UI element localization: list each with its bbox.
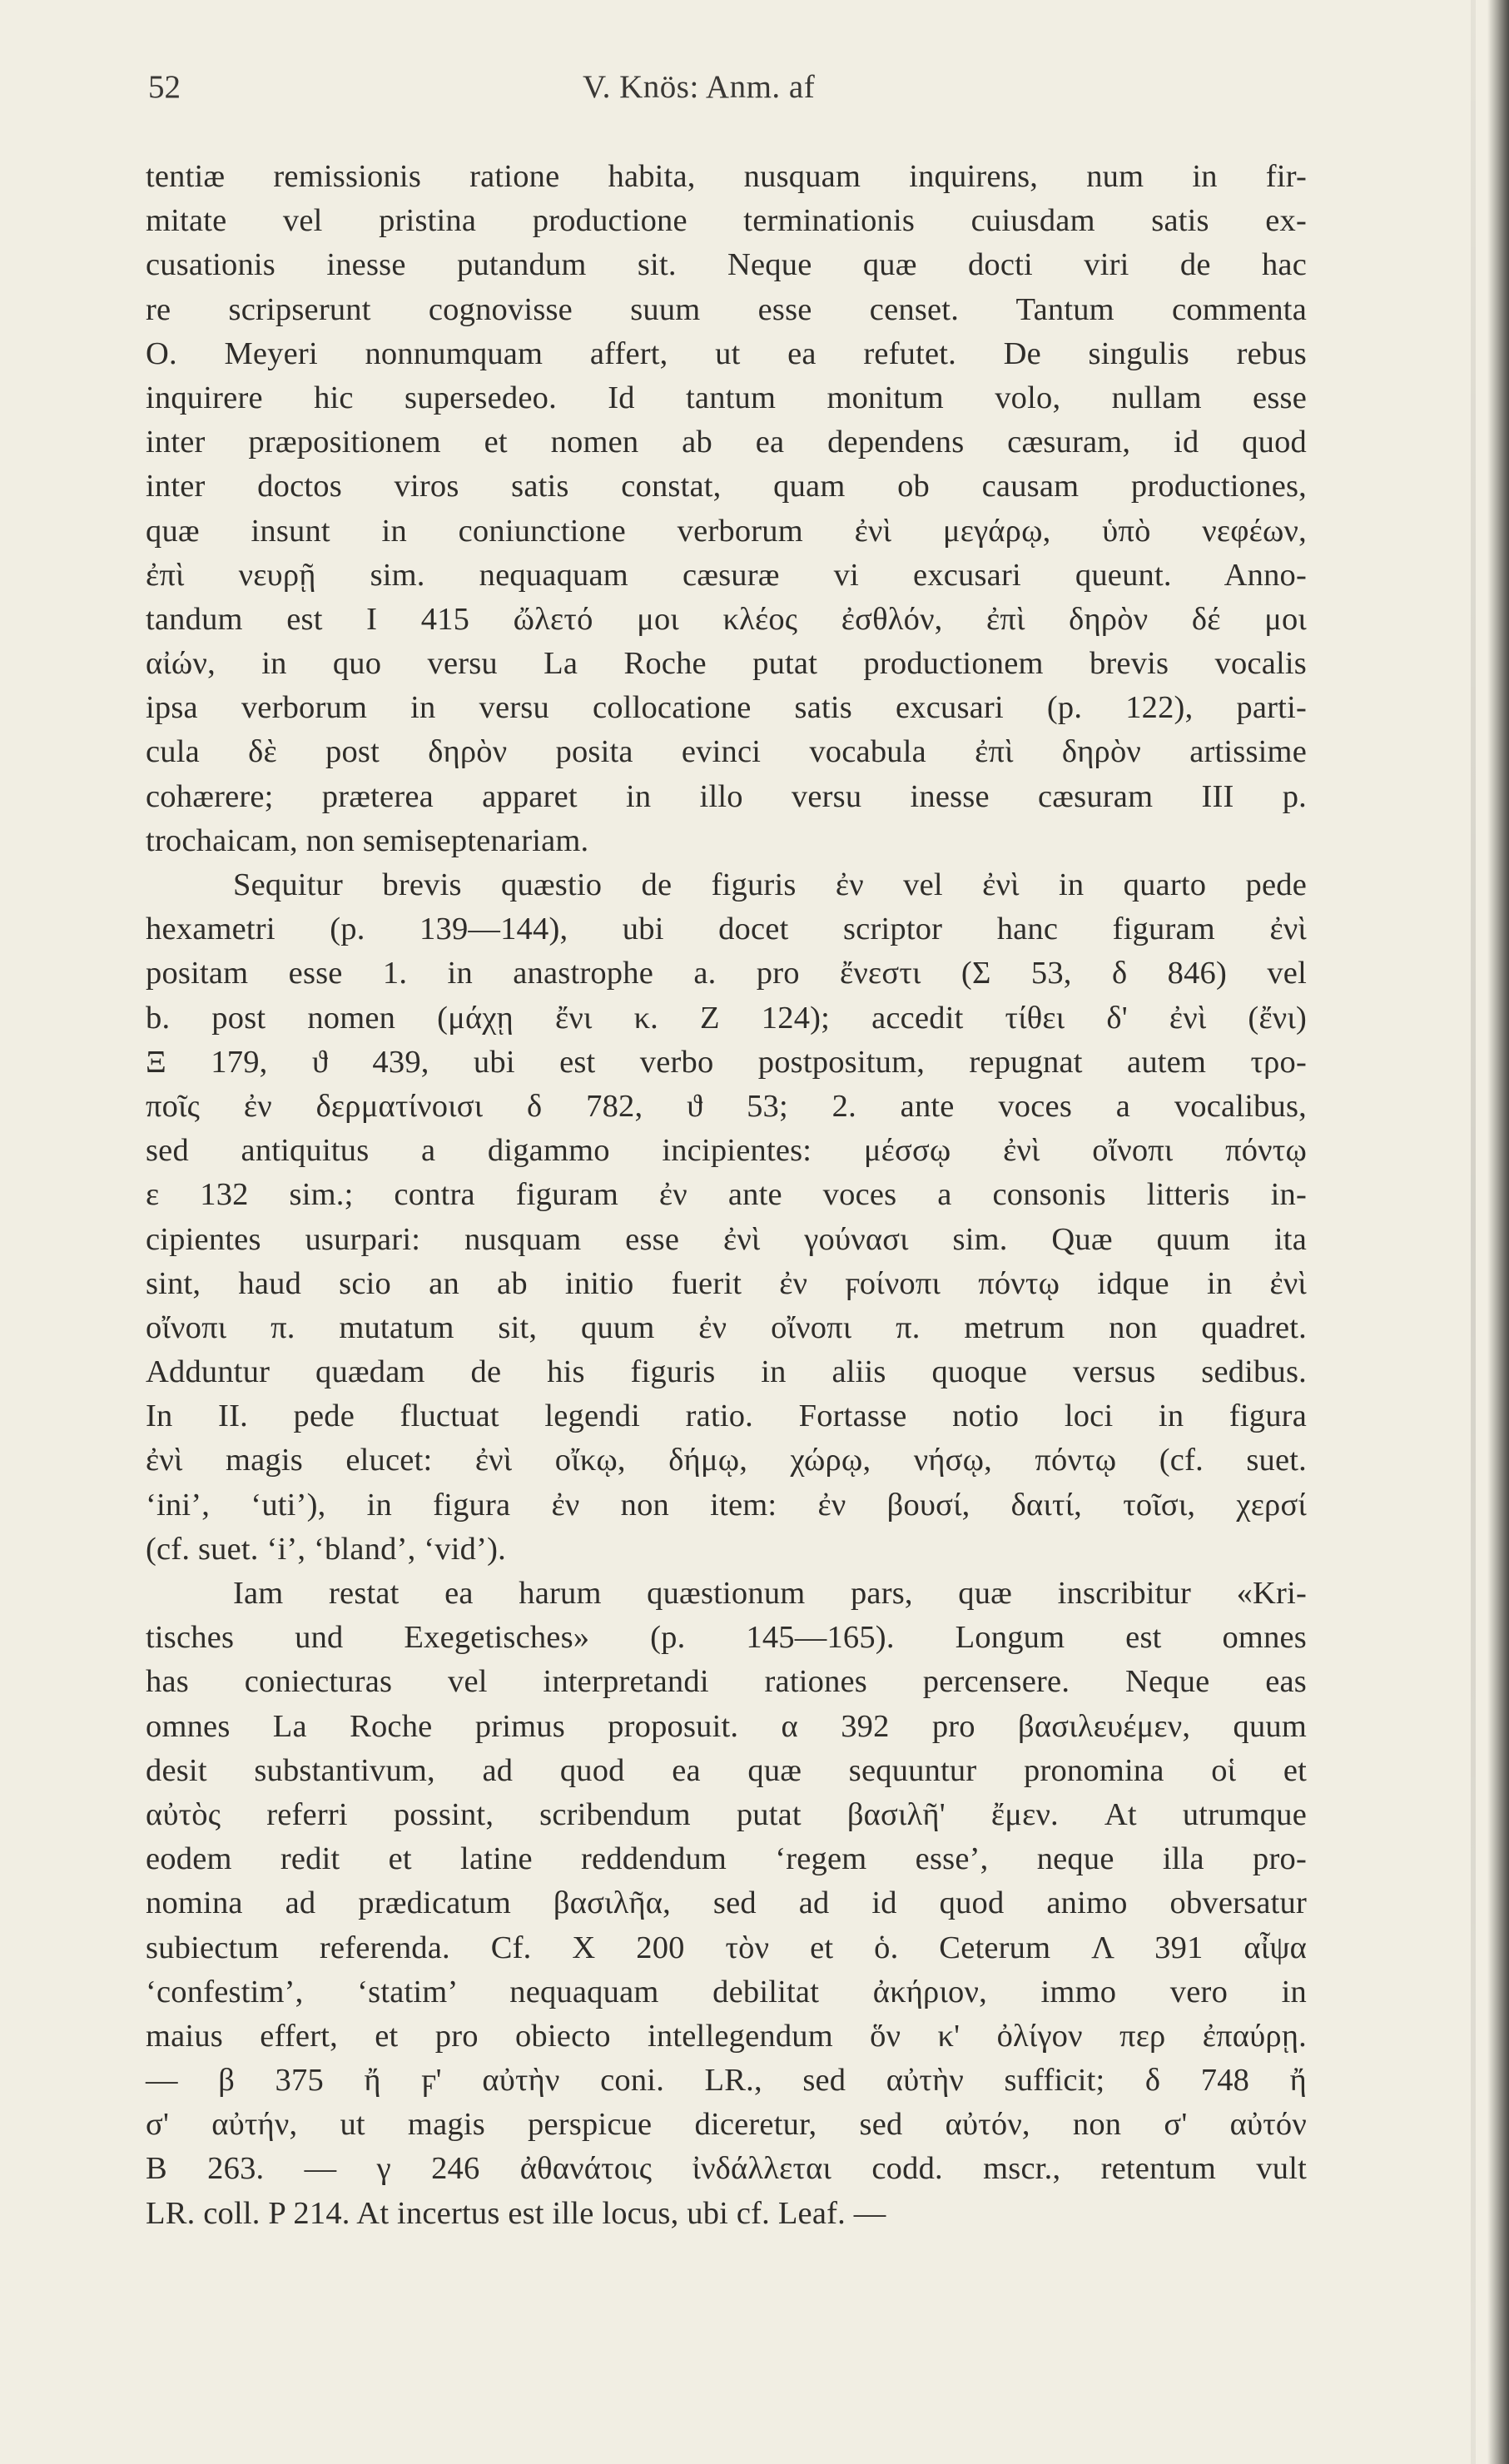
text-line: cohærere; præterea apparet in illo versu inesse cæsuram III p. — [146, 778, 1307, 814]
text-line: Sequitur brevis quæstio de figuris ἐν vel ἐνὶ in quarto pede — [233, 867, 1307, 902]
text-line: LR. coll. P 214. At incertus est ille locus, ubi cf. Leaf. — — [146, 2195, 886, 2231]
text-line: αἰών, in quo versu La Roche putat productionem brevis vocalis — [146, 646, 1307, 682]
text-line: Iam restat ea harum quæstionum pars, quæ inscribitur «Kri- — [233, 1576, 1307, 1611]
text-line: — β 375 ἤ ϝ' αὐτὴν coni. LR., sed αὐτὴν sufficit; δ 748 ἤ — [146, 2063, 1307, 2099]
text-line: mitate vel pristina productione terminationis cuiusdam satis ex- — [146, 203, 1307, 239]
text-line: cula δὲ post δηρὸν posita evinci vocabula ἐπὶ δηρὸν artissime — [146, 734, 1307, 770]
text-line: cusationis inesse putandum sit. Neque quæ docti viri de hac — [146, 247, 1307, 283]
paragraph — [146, 155, 1307, 863]
text-line: inter doctos viros satis constat, quam ob causam productiones, — [146, 469, 1307, 504]
text-line: sint, haud scio an ab initio fuerit ἐν ϝοίνοπι πόντῳ idque in ἐνὶ — [146, 1265, 1307, 1301]
paragraph — [146, 1572, 1307, 2236]
text-line: tentiæ remissionis ratione habita, nusquam inquirens, num in fir- — [146, 159, 1307, 194]
text-line: αὐτὸς referri possint, scribendum putat βασιλῆ' ἔμεν. At utrumque — [146, 1796, 1307, 1832]
text-line: In II. pede fluctuat legendi ratio. Fortasse notio loci in figura — [146, 1398, 1307, 1434]
text-line: ποῖς ἐν δερματίνοισι δ 782, ϑ 53; 2. ante voces a vocalibus, — [146, 1088, 1307, 1124]
text-line: desit substantivum, ad quod ea quæ sequuntur pronomina οἱ et — [146, 1752, 1307, 1788]
text-line: hexametri (p. 139—144), ubi docet scriptor hanc figuram ἐνὶ — [146, 912, 1307, 947]
text-line: ‘confestim’, ‘statim’ nequaquam debilitat ἀκήριον, immo vero in — [146, 1974, 1307, 2009]
body-text — [146, 155, 1307, 2236]
text-line: Ξ 179, ϑ 439, ubi est verbo postpositum, repugnat autem τρο- — [146, 1044, 1307, 1080]
text-line: tandum est I 415 ὤλετό μοι κλέος ἐσθλόν, ἐπὶ δηρὸν δέ μοι — [146, 601, 1307, 637]
text-line: subiectum referenda. Cf. X 200 τὸν et ὁ. Ceterum Λ 391 αἶψα — [146, 1930, 1307, 1965]
text-line: maius effert, et pro obiecto intellegendum ὅν κ' ὀλίγον περ ἐπαύρῃ. — [146, 2018, 1307, 2054]
text-line: quæ insunt in coniunctione verborum ἐνὶ μεγάρῳ, ὑπὸ νεφέων, — [146, 513, 1307, 549]
text-line: sed antiquitus a digammo incipientes: μέσσῳ ἐνὶ οἴνοπι πόντῳ — [146, 1133, 1307, 1169]
text-line: omnes La Roche primus proposuit. α 392 pro βασιλευέμεν, quum — [146, 1708, 1307, 1744]
text-line: inter præpositionem et nomen ab ea dependens cæsuram, id quod — [146, 425, 1307, 460]
text-line: tisches und Exegetisches» (p. 145—165). Longum est omnes — [146, 1620, 1307, 1656]
text-line: σ' αὐτήν, ut magis perspicue diceretur, sed αὐτόν, non σ' αὐτόν — [146, 2107, 1307, 2143]
text-line: nomina ad prædicatum βασιλῆα, sed ad id quod animo obversatur — [146, 1885, 1307, 1921]
text-line: ‘ini’, ‘uti’), in figura ἐν non item: ἐν βουσί, δαιτί, τοῖσι, χερσί — [146, 1487, 1307, 1523]
text-line: inquirere hic supersedeo. Id tantum monitum volo, nullam esse — [146, 380, 1307, 415]
running-head: V. Knös: Anm. af — [583, 69, 816, 105]
text-line: (cf. suet. ‘i’, ‘bland’, ‘vid’). — [146, 1531, 506, 1567]
text-line: re scripserunt cognovisse suum esse censet. Tantum commenta — [146, 291, 1307, 327]
text-line: has coniecturas vel interpretandi rationes percensere. Neque eas — [146, 1664, 1307, 1700]
text-line: ἐπὶ νευρῇ sim. nequaquam cæsuræ vi excusari queunt. Anno- — [146, 557, 1307, 593]
text-line: Adduntur quædam de his figuris in aliis quoque versus sedibus. — [146, 1354, 1307, 1390]
page-header — [148, 68, 1313, 112]
text-line: b. post nomen (μάχῃ ἔνι κ. Z 124); accedit τίθει δ' ἐνὶ (ἔνι) — [146, 1000, 1307, 1036]
text-line: eodem redit et latine reddendum ‘regem esse’, neque illa pro- — [146, 1841, 1307, 1877]
text-line: ipsa verborum in versu collocatione satis excusari (p. 122), parti- — [146, 690, 1307, 726]
page-fold-shadow — [1471, 0, 1476, 2464]
page-number: 52 — [148, 69, 181, 105]
text-line: O. Meyeri nonnumquam affert, ut ea refutet. De singulis rebus — [146, 335, 1307, 371]
paragraph — [146, 863, 1307, 1572]
text-line: positam esse 1. in anastrophe a. pro ἔνεστι (Σ 53, δ 846) vel — [146, 956, 1307, 991]
text-line: οἴνοπι π. mutatum sit, quum ἐν οἴνοπι π. metrum non quadret. — [146, 1309, 1307, 1345]
text-line: cipientes usurpari: nusquam esse ἐνὶ γούνασι sim. Quæ quum ita — [146, 1221, 1307, 1257]
page-edge-shadow — [1487, 0, 1509, 2464]
text-line: ἐνὶ magis elucet: ἐνὶ οἴκῳ, δήμῳ, χώρῳ, νήσῳ, πόντῳ (cf. suet. — [146, 1443, 1307, 1478]
text-line: trochaicam, non semiseptenariam. — [146, 822, 589, 858]
text-line: B 263. — γ 246 ἀθανάτοις ἰνδάλλεται codd. mscr., retentum vult — [146, 2151, 1307, 2187]
text-line: ε 132 sim.; contra figuram ἐν ante voces a consonis litteris in- — [146, 1177, 1307, 1213]
